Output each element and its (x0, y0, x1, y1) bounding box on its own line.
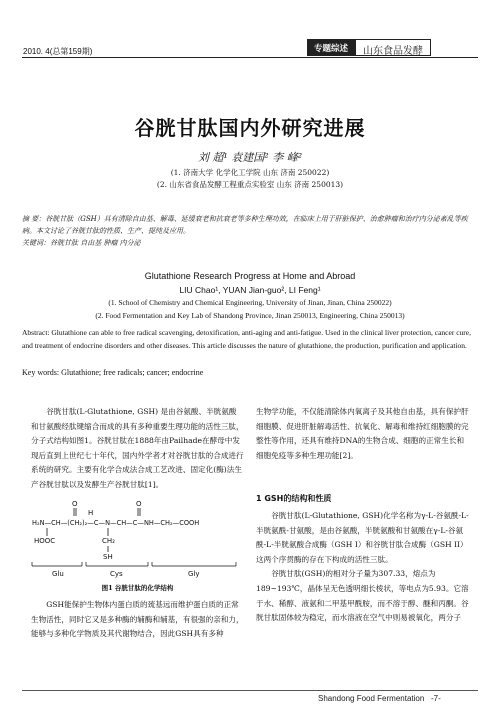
section-label: 专题综述 (307, 39, 355, 56)
figure-caption: 图1 谷胱甘肽的化学结构 (101, 584, 174, 592)
body-right-bottom (256, 509, 470, 626)
abstract-en: Abstract: Glutathione can able to free radical scavenging, detoxification, anti-aging and anti-fatigue. Used in the clinical liver protection, cancer cure, and treatment of endocrine disorders and other diseases. This article discusses the nature of glutathione, the production, purification and application. (22, 328, 471, 350)
gly-label: Gly (188, 570, 200, 578)
carbonyl-o-1: O (72, 500, 78, 508)
carboxyl-group: HOOC (34, 537, 56, 545)
affiliation-en-1: (1. School of Chemistry and Chemical Engineering, University of Jinan, Jinan, China 250022) (108, 298, 392, 307)
authors-en: LIU Chao¹, YUAN Jian-guo², LI Feng¹ (179, 285, 321, 295)
properties-paragraph: 谷胱甘肽(GSH)的相对分子量为307.33，熔点为189~193℃，晶体呈无色透明细长棱状，等电点为5.93。它溶于水、稀醇、液氨和二甲基甲酰胺，而不溶于醇、醚和丙酮。谷胱甘肽固体较为稳定，而水溶液在空气中则易被氧化，两分子 (256, 569, 469, 623)
affiliation-cn-1: (1. 济南大学 化学化工学院 山东 济南 250022) (170, 168, 330, 177)
page-number: -7- (430, 694, 441, 703)
journal-name: 山东食品发酵 (355, 39, 431, 56)
body-left-bottom (31, 598, 244, 642)
glu-label: Glu (52, 570, 64, 578)
section-heading: 1 GSH的结构和性质 (256, 494, 332, 503)
keywords-en: Key words: Glutathione; free radicals; cancer; endocrine (22, 368, 204, 377)
title-en: Glutathione Research Progress at Home and Abroad (144, 271, 356, 281)
authors-cn: 刘 超¹ 袁建国² 李 峰² (197, 151, 303, 164)
keywords-cn: 关键词：谷胱甘肽 自由基 肿瘤 内分泌 (22, 239, 141, 247)
amide-h: H (88, 509, 94, 517)
abstract-cn: 摘 要：谷胱甘肽（GSH）具有清除自由基、解毒、延缓衰老和抗衰老等多种生理功效，在临床上用于肝脏保护、治愈肿瘤和治疗内分泌紊乱等疾病。本文讨论了谷胱甘肽的性质、生产、提纯及应用。 (22, 215, 468, 235)
affiliation-cn-2: (2. 山东省食品发酵工程重点实验室 山东 济南 250013) (156, 180, 344, 189)
carbonyl-o-2: O (136, 500, 142, 508)
body-right-top (256, 405, 470, 463)
formula-backbone: H₂N—CH—(CH₂)₂—C—N—CH—C—NH—CH₂—COOH (32, 519, 200, 527)
header-badge (307, 39, 431, 56)
footer-journal: Shandong Food Fermentation (318, 694, 425, 703)
glutathione-structure-figure (30, 496, 245, 584)
continuation-paragraph: 生物学功能，不仅能清除体内氧离子及其他自由基，具有保护肝细胞膜、促进肝脏解毒活性、抗氧化、解毒和维持红细胞膜的完整性等作用，还具有维持DNA的生物合成、细胞的正常生长和细胞免疫等多种生理功能[2]。 (256, 407, 469, 460)
body-left-top (31, 405, 244, 493)
methylene-group: CH₂ (102, 537, 115, 545)
structure-paragraph: 谷胱甘肽(L-Glutathione, GSH)化学名称为γ-L-谷氨酰-L-半胱氨酰-甘氨酸，是由谷氨酸，半胱氨酸和甘氨酸在γ-L-谷氨酰-L-半胱氨酸合成酶（GSH I）和谷胱甘肽合成酶（GSH II）这两个序贯酶的存在下构成的活性三肽。 (256, 511, 469, 564)
intro-paragraph: 谷胱甘肽(L-Glutathione, GSH) 是由谷氨酸、半胱氨酸和甘氨酸经肽键缩合而成的具有多种重要生理功能的活性三肽，分子式结构如图1。谷胱甘肽在1888年由Pailhade在酵母中发现后直到上世纪七十年代，国内外学者才对谷胱甘肽的合成进行系统的研究。主要有化学合成法合成工艺改进、固定化(酶)法生产谷胱甘肽以及发酵生产谷胱甘肽[1]。 (31, 407, 244, 489)
issue-info: 2010. 4(总第159期) (23, 47, 93, 56)
affiliation-en-2: (2. Food Fermentation and Key Lab of Shandong Province, Jinan 250013, Engineering, China 250013) (95, 311, 405, 320)
footer (318, 694, 441, 703)
footer-rule (22, 690, 478, 691)
gsh-function-paragraph: GSH能保护生物体内蛋白质的巯基远而维护蛋白质的正常生物活性，同时它又是多种酶的辅酶和辅基，有很强的亲和力，能够与多种化学物质及其代谢物结合，因此GSH具有多种 (31, 600, 244, 639)
thiol-group: SH (103, 553, 113, 561)
header-rule (22, 57, 478, 58)
cys-label: Cys (110, 570, 123, 578)
paper-title: 谷胱甘肽国内外研究进展 (134, 116, 366, 140)
